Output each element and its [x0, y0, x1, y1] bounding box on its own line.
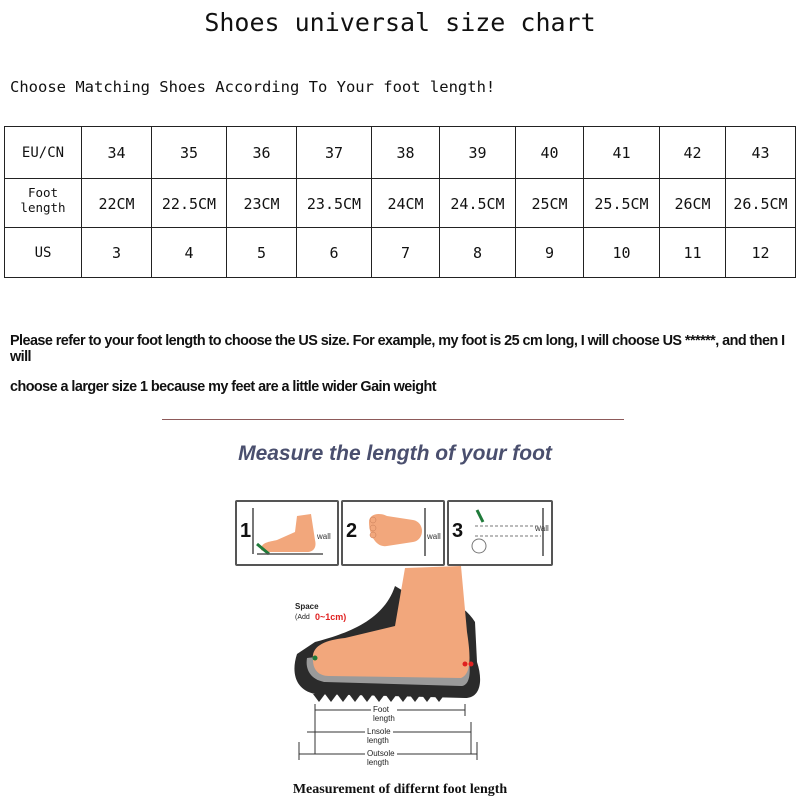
table-cell: 6 — [297, 228, 372, 278]
add-label: (Add — [295, 614, 310, 621]
size-chart-table — [4, 126, 796, 278]
table-cell: 34 — [82, 127, 152, 179]
add-value: 0~1cm) — [315, 612, 347, 622]
table-row-eu — [5, 127, 796, 179]
table-cell: 24.5CM — [440, 179, 516, 228]
table-cell: 4 — [152, 228, 227, 278]
step-number: 2 — [346, 520, 358, 542]
note-line-2: choose a larger size 1 because my feet are a little wider Gain weight — [10, 379, 436, 395]
page-title: Shoes universal size chart — [204, 8, 596, 37]
table-cell: 35 — [152, 127, 227, 179]
table-cell: 23CM — [227, 179, 297, 228]
measure-title: Measure the length of your foot — [238, 442, 552, 465]
table-cell: 8 — [440, 228, 516, 278]
table-cell: 36 — [227, 127, 297, 179]
wall-label: wall — [427, 532, 441, 541]
row-label: EU/CN — [5, 127, 82, 179]
table-cell: 11 — [660, 228, 726, 278]
step-number: 1 — [240, 520, 252, 542]
step-1-panel — [235, 500, 339, 566]
wall-label: wall — [317, 532, 331, 541]
table-cell: 24CM — [372, 179, 440, 228]
table-cell: 25CM — [516, 179, 584, 228]
foot-length-label: Foot length — [373, 705, 395, 723]
table-cell: 39 — [440, 127, 516, 179]
table-cell: 37 — [297, 127, 372, 179]
wall-label: wall — [535, 524, 549, 533]
row-label: Foot length — [5, 179, 82, 228]
table-cell: 22CM — [82, 179, 152, 228]
step-3-panel — [447, 500, 553, 566]
table-cell: 22.5CM — [152, 179, 227, 228]
space-label: Space — [295, 602, 319, 611]
row-label: US — [5, 228, 82, 278]
table-cell: 5 — [227, 228, 297, 278]
step-number: 3 — [452, 520, 464, 542]
table-cell: 43 — [726, 127, 796, 179]
table-cell: 10 — [584, 228, 660, 278]
ruler-icon — [449, 502, 551, 564]
table-row-us — [5, 228, 796, 278]
diagram-caption: Measurement of differnt foot length — [292, 782, 508, 797]
insole-length-label: Lnsole length — [367, 727, 391, 745]
divider — [162, 419, 624, 420]
table-cell: 42 — [660, 127, 726, 179]
table-cell: 25.5CM — [584, 179, 660, 228]
table-cell: 3 — [82, 228, 152, 278]
table-cell: 41 — [584, 127, 660, 179]
step-2-panel — [341, 500, 445, 566]
table-cell: 7 — [372, 228, 440, 278]
outsole-length-label: Outsole length — [367, 749, 395, 767]
table-cell: 26CM — [660, 179, 726, 228]
table-cell: 23.5CM — [297, 179, 372, 228]
table-cell: 26.5CM — [726, 179, 796, 228]
table-cell: 38 — [372, 127, 440, 179]
subtitle: Choose Matching Shoes According To Your foot length! — [10, 78, 496, 96]
table-cell: 40 — [516, 127, 584, 179]
table-row-foot-length — [5, 179, 796, 228]
table-cell: 9 — [516, 228, 584, 278]
table-cell: 12 — [726, 228, 796, 278]
note-line-1: Please refer to your foot length to choose the US size. For example, my foot is 25 cm long, I will choose US ******, and then I will — [10, 333, 785, 365]
